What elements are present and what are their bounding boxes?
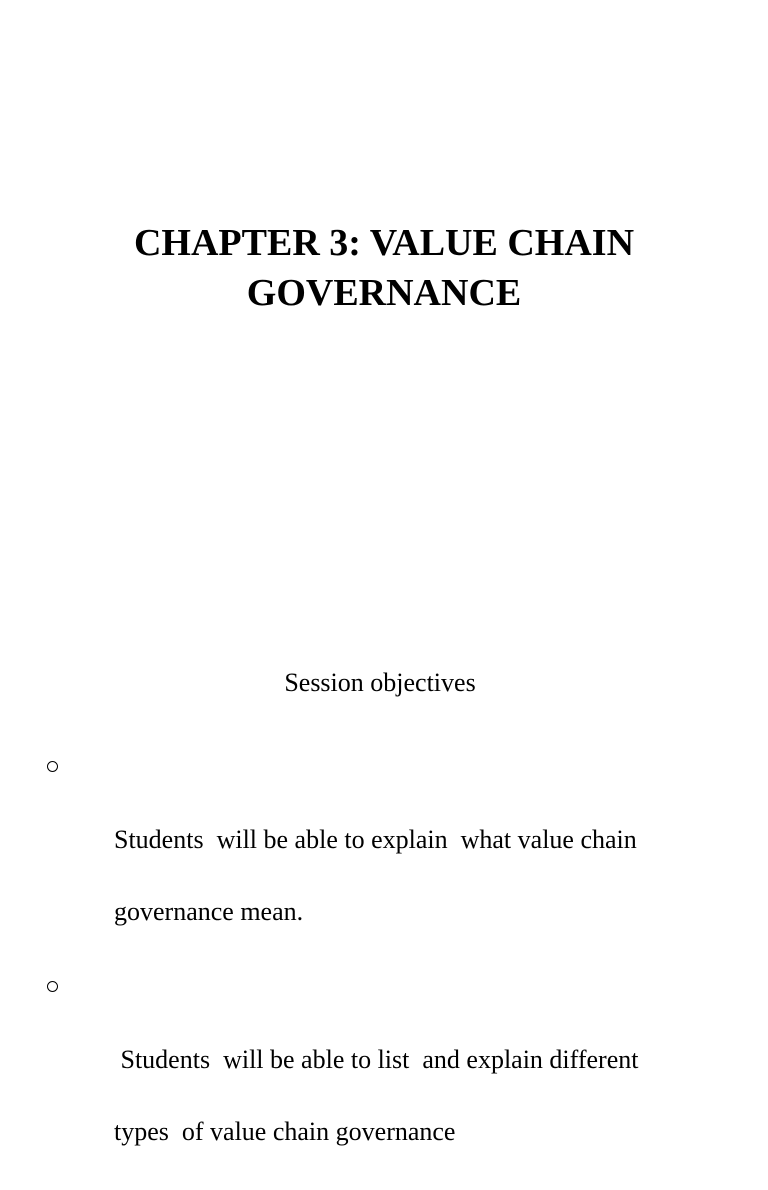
hollow-circle-bullet-icon	[47, 981, 58, 992]
hollow-circle-bullet-icon	[47, 761, 58, 772]
list-item	[44, 970, 724, 1186]
objective-line: types of value chain governance	[114, 1117, 456, 1146]
objective-line: governance mean.	[114, 897, 304, 926]
objectives-list	[44, 750, 724, 1190]
page-title	[40, 218, 728, 318]
title-line-2: GOVERNANCE	[246, 272, 522, 314]
title-line-1: CHAPTER 3: VALUE CHAIN	[133, 222, 635, 264]
objective-line: Students will be able to explain what value chain	[114, 825, 637, 854]
session-objectives-heading: Session objectives	[284, 668, 476, 697]
list-item	[44, 750, 724, 966]
objective-line: Students will be able to list and explain different	[114, 1045, 639, 1074]
